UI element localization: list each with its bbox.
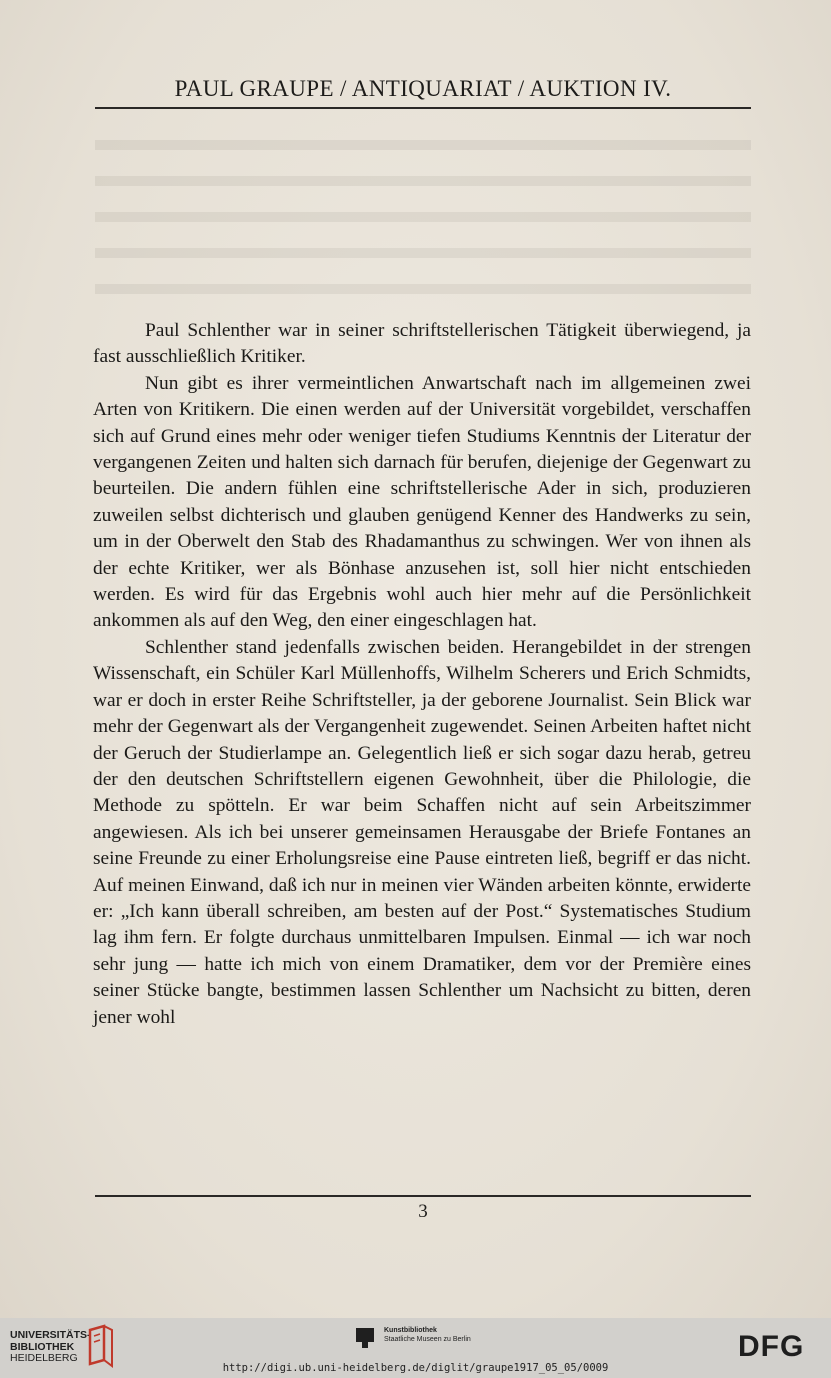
permalink-url[interactable]: http://digi.ub.uni-heidelberg.de/diglit/graupe1917_05_05/0009 — [222, 1362, 609, 1374]
university-line-3: HEIDELBERG — [10, 1352, 78, 1364]
kunstbibliothek-logo-icon[interactable] — [356, 1328, 374, 1348]
university-line-2: BIBLIOTHEK — [10, 1340, 75, 1353]
dfg-logo[interactable]: DFG — [738, 1330, 805, 1363]
kunstbibliothek-line-1: Kunstbibliothek — [384, 1327, 437, 1334]
body-text — [93, 318, 751, 1031]
university-line-1: UNIVERSITÄTS- — [10, 1329, 91, 1341]
paragraph-1: Paul Schlenther war in seiner schriftstellerischen Tätigkeit überwiegend, ja fast ausschließlich Kritiker. — [93, 320, 751, 368]
paragraph-2: Nun gibt es ihrer vermeintlichen Anwartschaft nach im allgemeinen zwei Arten von Kritikern. Die einen werden auf der Universität vorgebildet, verschaffen sich auf Grund eines mehr oder weniger tiefen Studiums Kenntnis der Literatur der vergangenen Zeiten und halten sich darnach für berufen, diejenige der Gegenwart zu beurteilen. Die andern fühlen eine schriftstellerische Ader in sich, produzieren zuweilen selbst dichterisch und glauben genügend Kenner des Handwerks zu sein, um in der Oberwelt den Stab des Rhadamanthus zu schwingen. Wer von ihnen als der echte Kritiker, wer als Bönhase anzusehen ist, soll hier nicht entschieden werden. Es wird für das Ergebnis wohl auch hier mehr auf die Persönlichkeit ankommen als auf den Weg, den einer eingeschlagen hat. — [93, 372, 751, 632]
header-rule — [95, 107, 751, 109]
running-header: PAUL GRAUPE / ANTIQUARIAT / AUKTION IV. — [174, 76, 672, 101]
kunstbibliothek-label[interactable] — [384, 1326, 471, 1344]
page-number: 3 — [418, 1201, 428, 1222]
kunstbibliothek-line-2: Staatliche Museen zu Berlin — [384, 1336, 471, 1343]
paragraph-3: Schlenther stand jedenfalls zwischen beiden. Herangebildet in der strengen Wissenschaft, ein Schüler Karl Müllenhoffs, Wilhelm Scherers und Erich Schmidts, war er doch in erster Reihe Schriftsteller, ja der geborene Journalist. Sein Blick war mehr der Gegenwart als der Vergangenheit zugewendet. Seinen Arbeiten haftet nicht der Geruch der Studierlampe an. Gelegentlich ließ er sich sogar dazu herab, getreu der den deutschen Schriftstellern eigenen Gewohnheit, über die Philologie, die Methode zu spötteln. Er war beim Schaffen nicht auf sein Arbeitszimmer angewiesen. Als ich bei unserer gemeinsamen Herausgabe der Briefe Fontanes an seine Freunde zu einer Erholungsreise eine Pause eintreten ließ, begriff er das nicht. Auf meinen Einwand, daß ich nur in meinen vier Wänden arbeiten könnte, erwiderte er: „Ich kann überall schreiben, am besten auf der Post.“ Systematisches Studium lag ihm fern. Er folgte durchaus unmittelbaren Impulsen. Einmal — ich war noch sehr jung — hatte ich mich von einem Dramatiker, dem vor der Première eines seiner Stücke bangte, bestimmen lassen Schlenther um Nachsicht zu bitten, deren jener wohl — [93, 636, 751, 1028]
show-through-text — [95, 118, 751, 308]
footer-rule — [95, 1195, 751, 1197]
university-library-label[interactable] — [10, 1330, 91, 1365]
